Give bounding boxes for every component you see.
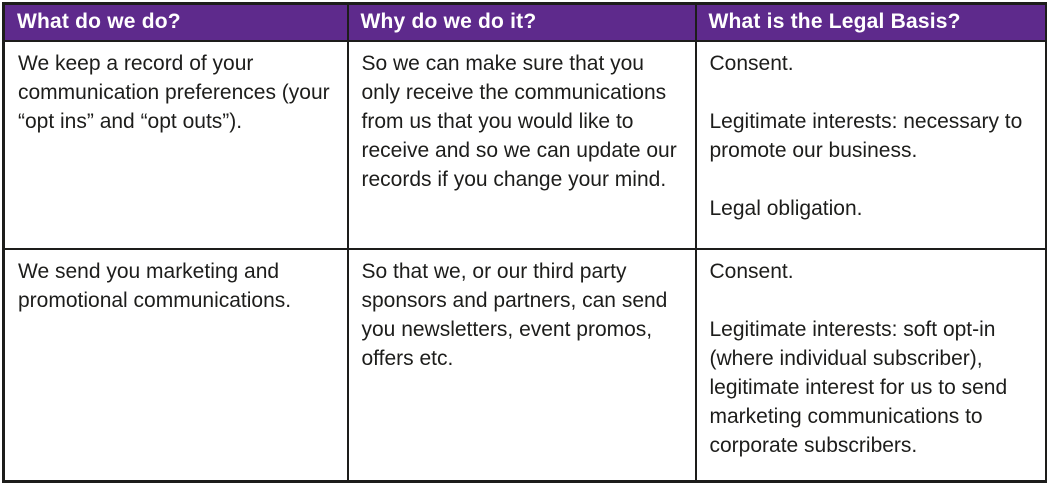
column-header-legal-basis: What is the Legal Basis? (696, 4, 1047, 42)
cell-legal-basis (696, 41, 1047, 249)
column-header-why-we-do-it: Why do we do it? (348, 4, 696, 42)
legal-basis-table (2, 2, 1047, 483)
paragraph: We send you marketing and promotional communications. (18, 260, 292, 312)
cell-what-we-do (4, 41, 348, 249)
paragraph: We keep a record of your communication preferences (your “opt ins” and “opt outs”). (18, 52, 330, 133)
paragraph: So we can make sure that you only receive the communications from us that you would like to receive and so we can update our records if you change your mind. (361, 52, 677, 191)
paragraph: Consent. (709, 52, 794, 75)
cell-what-we-do (4, 249, 348, 481)
cell-why-we-do-it (348, 41, 696, 249)
paragraph: Legitimate interests: soft opt-in (where individual subscriber), legitimate interest for us to send marketing communications to corporate subscribers. (709, 318, 1008, 457)
column-header-what-we-do: What do we do? (4, 4, 348, 42)
cell-why-we-do-it (348, 249, 696, 481)
header-row (4, 4, 1047, 42)
table-row (4, 41, 1047, 249)
table-row (4, 249, 1047, 481)
cell-legal-basis (696, 249, 1047, 481)
paragraph: Consent. (709, 260, 794, 283)
paragraph: Legal obligation. (709, 197, 863, 220)
paragraph: Legitimate interests: necessary to promote our business. (709, 110, 1023, 162)
paragraph: So that we, or our third party sponsors and partners, can send you newsletters, event promos, offers etc. (361, 260, 668, 370)
